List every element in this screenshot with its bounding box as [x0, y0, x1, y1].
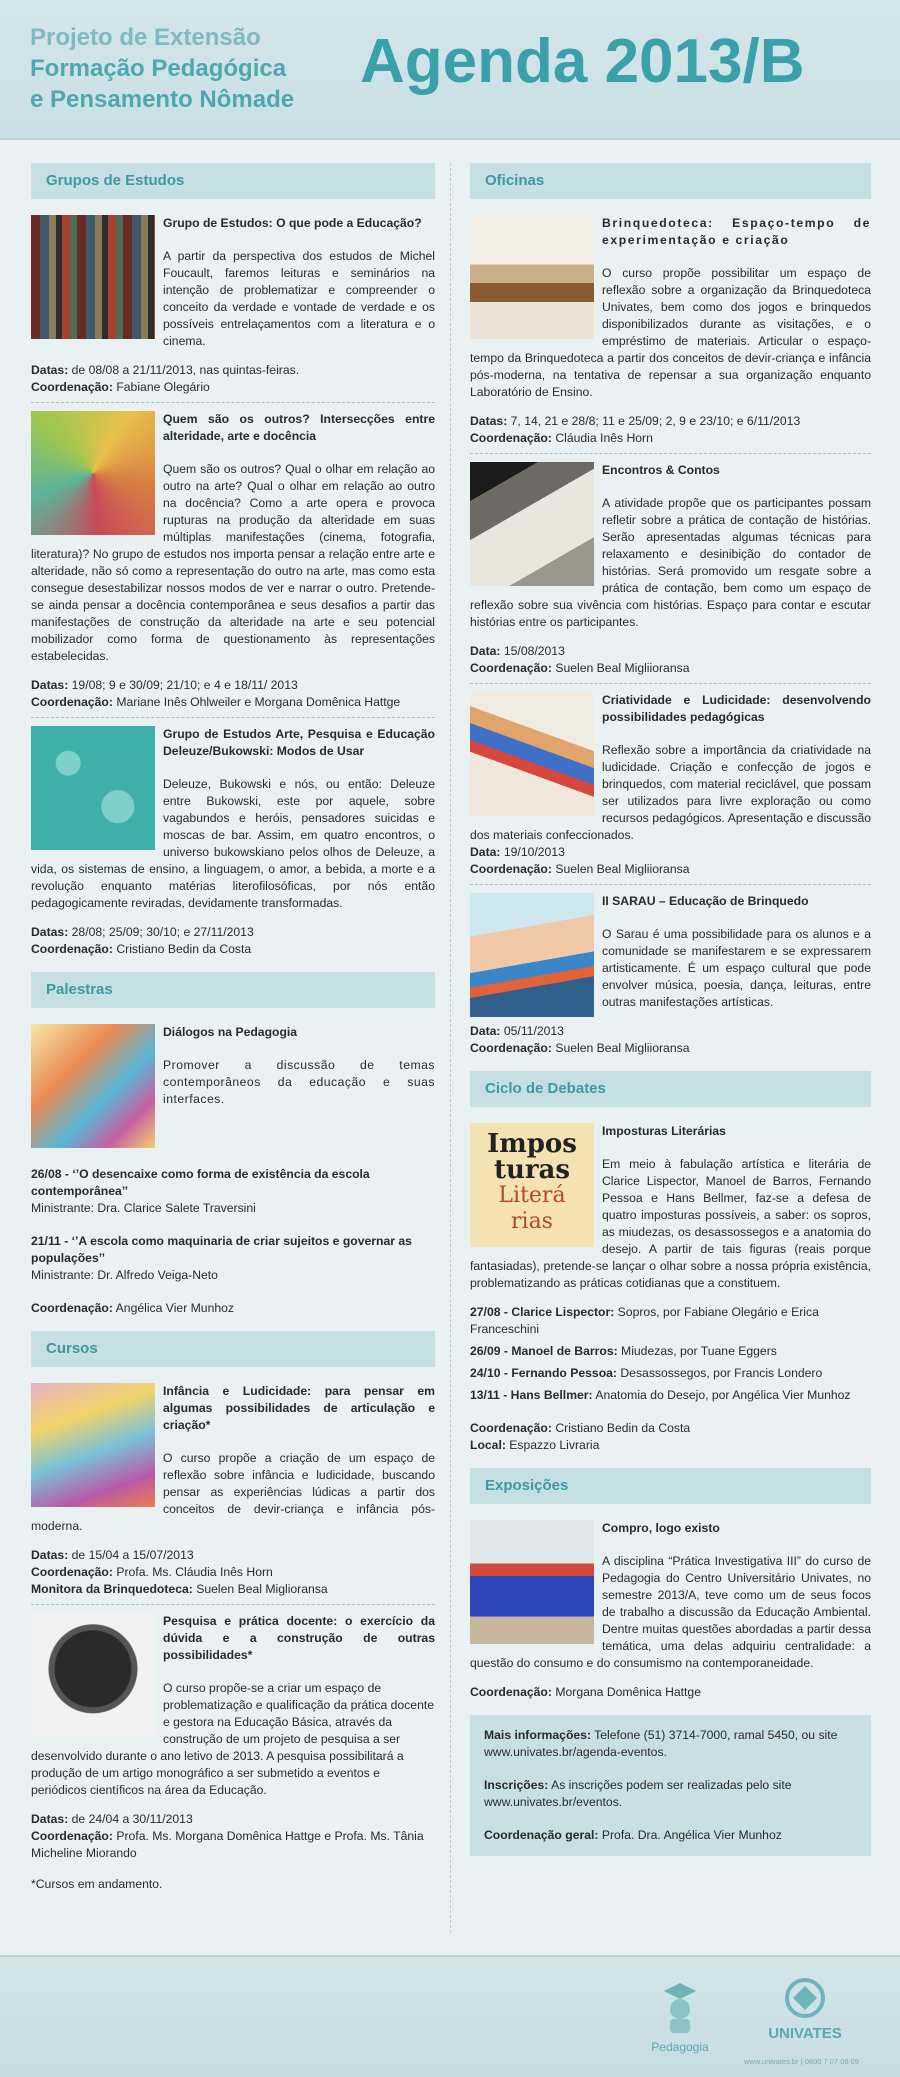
coordination-value: Cláudia Inês Horn	[551, 431, 653, 445]
courses-note: *Cursos em andamento.	[31, 1877, 163, 1891]
lecture-title: 21/11 - ‘’A escola como maquinaria de criar sujeitos e governar as populações’’	[31, 1234, 412, 1265]
entry-body: Deleuze, Bukowski e nós, ou então: Deleuze entre Bukowski, este por aquele, sobre vagabundos e heróis, pensadores suicidas e moscas de bar. Assim, em quatro encontros, o universo bukowskiano pelos olhos de Deleuze, a vida, os sistemas de ensino, a linguagem, o amor, a bebida, a morte e a revolução enquanto matérias literofilosóficas, por nós então pedagogicamente reviradas, devidamente transformadas.	[31, 777, 435, 910]
entry-title: Imposturas Literárias	[602, 1124, 726, 1138]
entry-coordination	[470, 861, 871, 878]
dates-value: 19/08; 9 e 30/09; 21/10; e 4 e 18/11/ 2013	[68, 678, 298, 692]
coordination-value: Suelen Beal Migliioransa	[551, 1041, 690, 1055]
craft-image	[470, 692, 594, 816]
coordination-value: Mariane Inês Ohlweiler e Morgana Domênica Hattge	[112, 695, 401, 709]
coordination-value: Fabiane Olegário	[112, 380, 210, 394]
section-heading-debates: Ciclo de Debates	[470, 1071, 871, 1107]
entry-body: O curso propõe a criação de um espaço de reflexão sobre infância e ludicidade, buscando pensar as experiências lúdicas a partir dos conceitos de devir-criança e infância pós-moderna.	[31, 1451, 435, 1533]
registration-info	[484, 1777, 857, 1811]
dates-value: 15/08/2013	[500, 644, 565, 658]
thumb-line-2: turas	[493, 1155, 571, 1185]
entry-body: O curso propõe possibilitar um espaço de reflexão sobre a organização da Brinquedoteca Univates, bem como dos jogos e brinquedos disponibilizados durante as visitações, e o empréstimo de materiais. Articular o espaço-tempo da Brinquedoteca a partir dos conceitos de devir-criança e infância pós-moderna, na tentativa de repensar a sua organização enquanto Laboratório de Ensino.	[470, 266, 871, 399]
section-heading-cursos: Cursos	[31, 1331, 435, 1367]
general-coordination-label: Coordenação geral:	[484, 1828, 599, 1842]
entry-location	[470, 1437, 871, 1454]
debate-item	[470, 1365, 871, 1382]
coordination-label: Coordenação:	[31, 942, 113, 956]
dates-label: Datas:	[31, 1812, 69, 1826]
pedagogia-label: Pedagogia	[651, 2040, 709, 2054]
pedagogia-logo	[650, 1977, 710, 2054]
separator	[470, 683, 871, 684]
entry-dates	[470, 1023, 871, 1040]
entry-title: Pesquisa e prática docente: o exercício da dúvida e a construção de outras possibilidades*	[163, 1614, 435, 1662]
entry-coordination	[470, 660, 871, 677]
workshop-2	[470, 462, 871, 643]
coordination-value: Angélica Vier Munhoz	[112, 1301, 235, 1315]
coordination-value: Profa. Ms. Morgana Domênica Hattge e Profa. Ms. Tânia Micheline Miorando	[31, 1829, 424, 1860]
entry-body: A atividade propõe que os participantes possam refletir sobre a prática de contação de histórias. Serão apresentadas algumas técnicas para relaxamento e desinibição do contador de histórias. Será promovido um resgate sobre a prática de contação, bem como um espaço de reflexão sobre sua vivência com histórias. Espaço para contar e escutar histórias entre os participantes.	[470, 496, 871, 629]
location-value: Espazzo Livraria	[505, 1438, 600, 1452]
section-heading-grupos: Grupos de Estudos	[31, 163, 435, 199]
dates-label: Datas:	[470, 414, 508, 428]
thumb-line-1: Impos	[487, 1129, 577, 1159]
coordination-label: Coordenação:	[470, 1041, 552, 1055]
entry-title: Grupo de Estudos Arte, Pesquisa e Educação Deleuze/Bukowski: Modos de Usar	[163, 727, 435, 758]
more-info-label: Mais informações:	[484, 1728, 592, 1742]
dates-value: de 15/04 a 15/07/2013	[68, 1548, 194, 1562]
study-group-1	[31, 215, 435, 362]
separator	[470, 884, 871, 885]
entry-title: Encontros & Contos	[602, 463, 720, 477]
thumb-line-3: Literá	[498, 1183, 566, 1208]
coordination-value: Cristiano Bedin da Costa	[551, 1421, 691, 1435]
entry-coordination	[31, 379, 435, 396]
paint-hand-image	[31, 1383, 155, 1507]
entry-body: Quem são os outros? Qual o olhar em relação ao outro na arte? Qual o olhar em relação ao outro na docência? Como a arte opera e provoca rupturas na produção da alteridade em suas múltiplas manifestações (cinema, fotografia, literatura)? No grupo de estudos nos importa pensar a relação entre arte e alteridade, não só como a representação do outro na arte, mas como esta consegue desestabilizar nossos modos de ver e narrar o outro. Pretende-se ainda pensar a docência contemporânea e seus desafios a partir das manifestações de construção da alteridade na arte e seu potencial mobilizador como forma de questionamento às representações estabelecidas.	[31, 462, 435, 663]
right-column	[470, 163, 871, 1856]
coordination-label: Coordenação:	[31, 380, 113, 394]
coordination-label: Coordenação:	[31, 1301, 113, 1315]
registration-label: Inscrições:	[484, 1778, 549, 1792]
info-box	[470, 1715, 871, 1856]
dates-label: Data:	[470, 644, 501, 658]
debate-date: 26/09 - Manoel de Barros:	[470, 1344, 618, 1358]
books-image	[31, 215, 155, 339]
study-group-3	[31, 726, 435, 924]
debate-date: 24/10 - Fernando Pessoa:	[470, 1366, 617, 1380]
general-coordination-value: Profa. Dra. Angélica Vier Munhoz	[598, 1828, 782, 1842]
debate-item	[470, 1387, 871, 1404]
debate-date: 27/08 - Clarice Lispector:	[470, 1305, 615, 1319]
course-2	[31, 1613, 435, 1811]
project-title	[30, 22, 294, 115]
entry-dates	[470, 413, 871, 430]
entry-title: II SARAU – Educação de Brinquedo	[602, 894, 809, 908]
dates-label: Data:	[470, 1024, 501, 1038]
location-label: Local:	[470, 1438, 506, 1452]
page-title: Agenda 2013/B	[360, 27, 805, 96]
debate-topic: Miudezas, por Tuane Eggers	[617, 1344, 777, 1358]
coordination-value: Suelen Beal Migliioransa	[551, 661, 690, 675]
entry-title: Criatividade e Ludicidade: desenvolvendo possibilidades pedagógicas	[602, 693, 871, 724]
project-line-1: Projeto de Extensão	[30, 24, 261, 51]
entry-dates	[31, 924, 435, 941]
separator	[31, 402, 435, 403]
graduate-icon	[660, 1977, 700, 2037]
more-info	[484, 1727, 857, 1761]
entry-body: O Sarau é uma possibilidade para os alunos e a comunidade se manifestarem e se expressarem artisticamente. É um espaço cultural que pode envolver música, poesia, dança, leituras, entre outras manifestações artísticas.	[602, 927, 871, 1009]
coordination-value: Cristiano Bedin da Costa	[112, 942, 252, 956]
entry-title: Brinquedoteca: Espaço-tempo de experimentação e criação	[602, 216, 871, 247]
separator	[31, 1604, 435, 1605]
entry-body: Reflexão sobre a importância da criatividade na ludicidade. Criação e confecção de jogos e brinquedos, com material reciclável, que possam ser utilizados para livre exploração ou como recursos pedagógicos. Apresentação e discussão dos materiais confeccionados.	[470, 743, 871, 842]
workshop-4	[470, 893, 871, 1023]
separator	[31, 717, 435, 718]
left-column	[31, 163, 435, 1893]
entry-dates	[31, 362, 435, 379]
coordination-label: Coordenação:	[31, 1829, 113, 1843]
univates-logo	[760, 1975, 850, 2042]
dates-value: 05/11/2013	[500, 1024, 564, 1038]
entry-body: A disciplina “Prática Investigativa III” do curso de Pedagogia do Centro Universitário Univates, no semestre 2013/A, teve como um de seus focos de trabalho a discussão da Educação Ambiental. Dentre muitas questões abordadas a partir dessa temática, uma delas adquiriu centralidade: a questão do consumo e do consumismo na contemporaneidade.	[470, 1554, 871, 1670]
debate-item	[470, 1304, 871, 1338]
lecture-item	[31, 1233, 435, 1284]
entry-coordination	[470, 1040, 871, 1057]
course-1	[31, 1383, 435, 1547]
coordination-label: Coordenação:	[470, 1421, 552, 1435]
coordination-label: Coordenação:	[470, 862, 552, 876]
entry-coordination	[31, 1828, 435, 1862]
entry-dates	[470, 844, 871, 861]
footer-contact: www.univates.br | 0800 7 07 08 09	[744, 2057, 859, 2066]
univates-label: UNIVATES	[768, 2025, 842, 2042]
paisley-image	[31, 726, 155, 850]
entry-coordination	[31, 1300, 435, 1317]
coordination-value: Profa. Ms. Cláudia Inês Horn	[112, 1565, 273, 1579]
dates-label: Datas:	[31, 925, 69, 939]
monitor-value: Suelen Beal Miglioransa	[192, 1582, 328, 1596]
coordination-label: Coordenação:	[31, 695, 113, 709]
debate-item	[470, 1343, 871, 1360]
univates-emblem-icon	[780, 1975, 830, 2021]
painted-hand-image	[470, 893, 594, 1017]
study-group-2	[31, 411, 435, 677]
coordination-label: Coordenação:	[31, 1565, 113, 1579]
dates-value: 7, 14, 21 e 28/8; 11 e 25/09; 2, 9 e 23/10; e 6/11/2013	[507, 414, 801, 428]
workshop-3	[470, 692, 871, 844]
debate-series	[470, 1123, 871, 1304]
entry-body: Em meio à fabulação artística e literária de Clarice Lispector, Manoel de Barros, Fernando Pessoa e Hans Bellmer, faz-se a defesa de quatro imposturas possíveis, a saber: os sopros, as miudezas, os desassossegos e a anatomia do desejo. A partir de tais figuras (reais porque fantasiadas), pretende-se lançar o olhar sobre a nossa própria existência, problematizando as práticas cotidianas que a constituem.	[470, 1157, 871, 1290]
entry-dates	[31, 1547, 435, 1564]
coordination-label: Coordenação:	[470, 661, 552, 675]
monitor-label: Monitora da Brinquedoteca:	[31, 1582, 193, 1596]
exhibition	[470, 1520, 871, 1684]
entry-coordination	[470, 430, 871, 447]
dates-label: Data:	[470, 845, 501, 859]
debate-topic: Anatomia do Desejo, por Angélica Vier Munhoz	[592, 1388, 851, 1402]
page-header	[0, 0, 900, 140]
entry-dates	[31, 1811, 435, 1828]
more-info-text: Telefone (51) 3714-7000, ramal 5450, ou site www.univates.br/agenda-eventos.	[484, 1728, 838, 1759]
head-image	[31, 1613, 155, 1737]
lecture-speaker: Ministrante: Dra. Clarice Salete Traversini	[31, 1201, 256, 1215]
debate-topic: Desassossegos, por Francis Londero	[616, 1366, 823, 1380]
lecture-item	[31, 1166, 435, 1217]
entry-title: Infância e Ludicidade: para pensar em algumas possibilidades de articulação e criação*	[163, 1384, 435, 1432]
column-divider	[450, 163, 451, 1933]
entry-coordination	[31, 941, 435, 958]
section-heading-palestras: Palestras	[31, 972, 435, 1008]
entry-dates	[31, 677, 435, 694]
workshop-1	[470, 215, 871, 413]
pencils-image	[31, 1024, 155, 1148]
entry-body: O curso propõe-se a criar um espaço de problematização e qualificação da prática docente e gestora na Educação Básica, através da construção de um projeto de pesquisa a ser desenvolvido durante o ano letivo de 2013. A pesquisa possibilitará a produção de um artigo monográfico a ser submetido a eventos e periódicos científicos na área da Educação.	[31, 1681, 435, 1797]
entry-dates	[470, 643, 871, 660]
imposturas-image	[470, 1123, 594, 1247]
entry-body: Promover a discussão de temas contemporâneos da educação e suas interfaces.	[163, 1058, 435, 1106]
thumb-line-4: rias	[511, 1209, 553, 1234]
classroom-image	[470, 215, 594, 339]
dates-label: Datas:	[31, 1548, 69, 1562]
separator	[470, 453, 871, 454]
debate-topic: Sopros, por Fabiane Olegário e Erica Franceschini	[470, 1305, 819, 1336]
entry-coordination	[31, 1564, 435, 1581]
entry-title: Quem são os outros? Intersecções entre alteridade, arte e docência	[163, 412, 435, 443]
debate-date: 13/11 - Hans Bellmer:	[470, 1388, 593, 1402]
debate-schedule	[470, 1304, 871, 1404]
lecture-title: 26/08 - ‘’O desencaixe como forma de existência da escola contemporânea’’	[31, 1167, 370, 1198]
section-heading-exposicoes: Exposições	[470, 1468, 871, 1504]
dates-label: Datas:	[31, 678, 69, 692]
dates-value: 28/08; 25/09; 30/10; e 27/11/2013	[68, 925, 254, 939]
lecture-series	[31, 1024, 435, 1152]
registration-text: As inscrições podem ser realizadas pelo site www.univates.br/eventos.	[484, 1778, 792, 1809]
coordination-label: Coordenação:	[470, 1685, 552, 1699]
dates-value: de 08/08 a 21/11/2013, nas quintas-feiras.	[68, 363, 300, 377]
coordination-value: Suelen Beal Migliioransa	[551, 862, 690, 876]
page-footer	[0, 1955, 900, 2077]
entry-coordination	[31, 694, 435, 711]
entry-title: Compro, logo existo	[602, 1521, 720, 1535]
entry-monitor	[31, 1581, 435, 1598]
lecture-speaker: Ministrante: Dr. Alfredo Veiga-Neto	[31, 1268, 218, 1282]
book-glasses-image	[470, 462, 594, 586]
coordination-label: Coordenação:	[470, 431, 552, 445]
entry-body: A partir da perspectiva dos estudos de Michel Foucault, faremos leituras e seminários na intenção de problematizar e compreender o conceito da verdade e vontade de verdade e os possíveis entrelaçamentos com a literatura e o cinema.	[163, 249, 435, 348]
section-heading-oficinas: Oficinas	[470, 163, 871, 199]
project-line-3: e Pensamento Nômade	[30, 86, 295, 113]
triangles-image	[31, 411, 155, 535]
shopping-basket-image	[470, 1520, 594, 1644]
coordination-value: Morgana Domênica Hattge	[551, 1685, 701, 1699]
entry-title: Grupo de Estudos: O que pode a Educação?	[163, 216, 422, 230]
entry-coordination	[470, 1684, 871, 1701]
dates-value: de 24/04 a 30/11/2013	[68, 1812, 193, 1826]
entry-coordination	[470, 1420, 871, 1437]
dates-label: Datas:	[31, 363, 69, 377]
dates-value: 19/10/2013	[500, 845, 565, 859]
project-line-2: Formação Pedagógica	[30, 55, 287, 82]
entry-title: Diálogos na Pedagogia	[163, 1025, 298, 1039]
general-coordination	[484, 1827, 857, 1844]
